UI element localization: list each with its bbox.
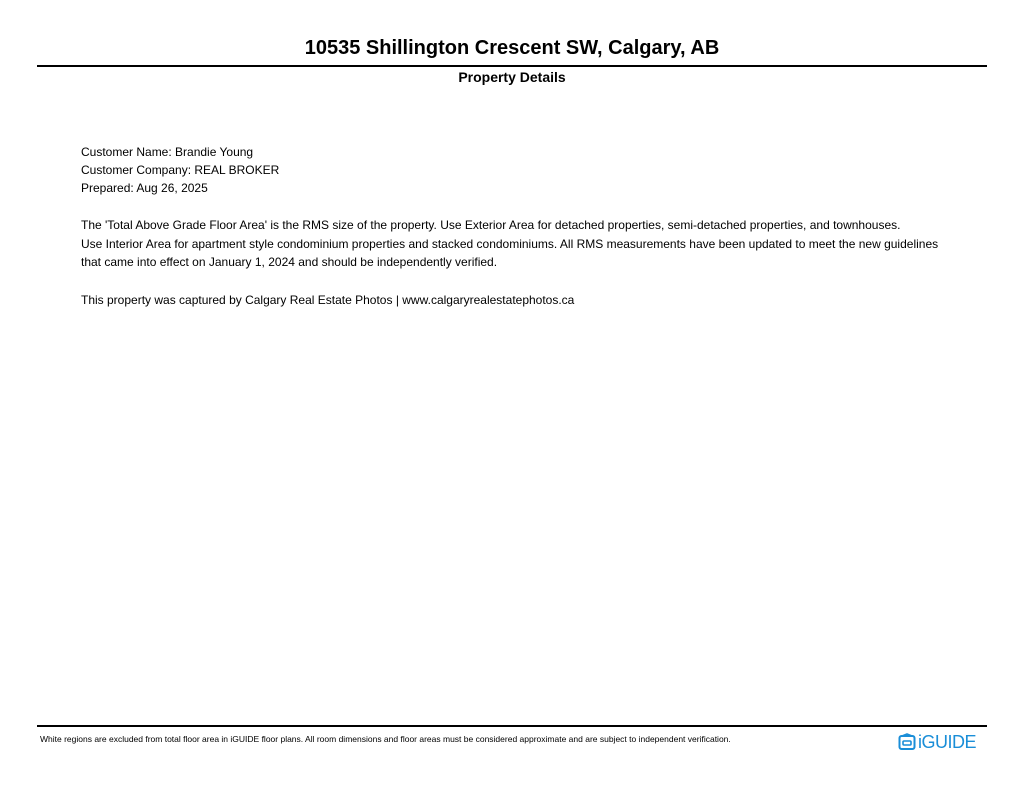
iguide-wordmark: iGUIDE	[918, 732, 977, 752]
footer-divider	[37, 725, 987, 727]
rms-disclaimer-line-1: The 'Total Above Grade Floor Area' is the RMS size of the property. Use Exterior Area for detached properties, semi-detached properties, and townhouses.	[81, 218, 901, 232]
capture-credit: This property was captured by Calgary Real Estate Photos | www.calgaryrealestatephotos.ca	[81, 292, 575, 307]
iguide-logo-icon	[898, 733, 916, 751]
customer-info	[81, 143, 941, 197]
rms-disclaimer-line-3: that came into effect on January 1, 2024 and should be independently verified.	[81, 255, 498, 269]
iguide-brand	[898, 731, 976, 753]
spacer	[81, 272, 941, 291]
footer-disclaimer: White regions are excluded from total floor area in iGUIDE floor plans. All room dimensions and floor areas must be considered approximate and are subject to independent verification.	[40, 734, 731, 744]
rms-disclaimer	[81, 216, 941, 272]
page-title: 10535 Shillington Crescent SW, Calgary, AB	[304, 37, 720, 59]
rms-disclaimer-line-2: Use Interior Area for apartment style condominium properties and stacked condominiums. All RMS measurements have been updated to meet the new guidelines	[81, 236, 939, 251]
prepared-date: Prepared: Aug 26, 2025	[81, 181, 208, 195]
page-subtitle: Property Details	[458, 69, 566, 85]
header-divider	[37, 65, 987, 67]
spacer	[81, 197, 941, 216]
property-details-section	[81, 143, 941, 309]
customer-company: Customer Company: REAL BROKER	[81, 163, 280, 177]
customer-name: Customer Name: Brandie Young	[81, 145, 254, 159]
